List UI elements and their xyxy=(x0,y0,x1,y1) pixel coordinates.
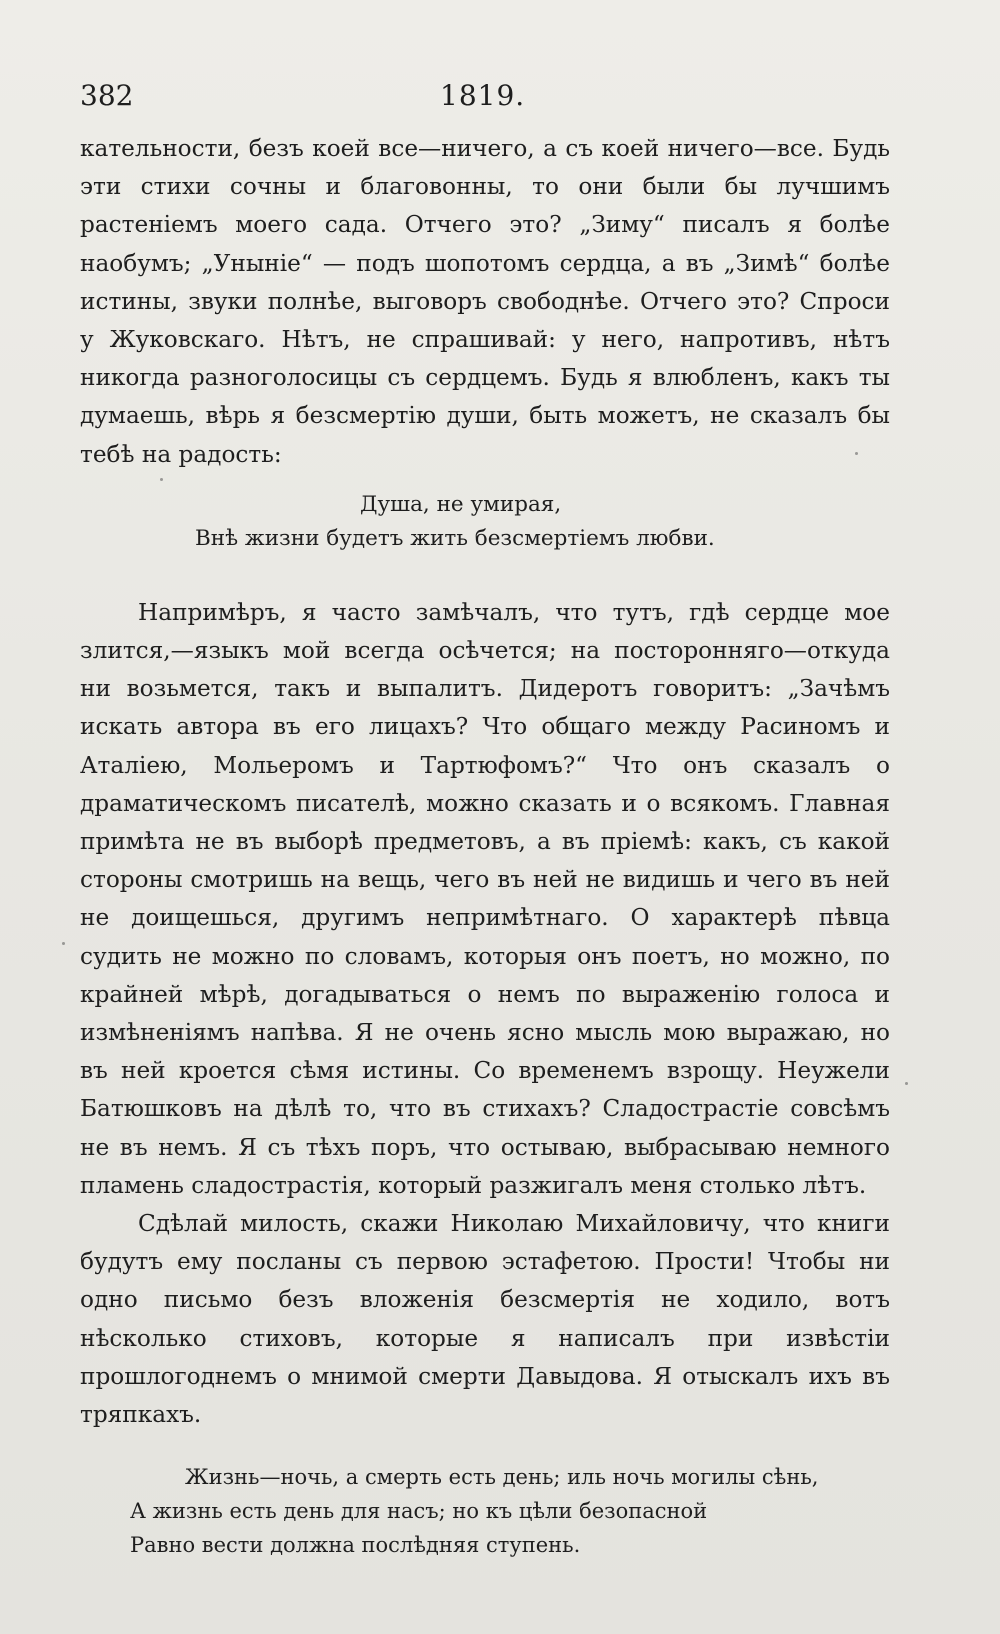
paper-speck xyxy=(905,1082,908,1085)
verse-line: А жизнь есть день для насъ; но къ цѣли безопасной xyxy=(130,1499,708,1524)
verse-quote-2 xyxy=(80,1460,890,1562)
running-head-year: 1819. xyxy=(440,79,526,112)
paragraph-gap xyxy=(80,574,890,594)
paragraph-3: Сдѣлай милость, скажи Николаю Михайловичу, что книги будутъ ему посланы съ первою эстафетою. Прости! Чтобы ни одно письмо безъ вложенія безсмертія не ходило, вотъ нѣсколько стиховъ, которые я написалъ при извѣстіи прошлогоднемъ о мнимой смерти Давыдова. Я отыскалъ ихъ въ тряпкахъ. xyxy=(80,1210,890,1429)
page-body xyxy=(80,130,890,1562)
paper-speck xyxy=(855,452,858,455)
paragraph-1: кательности, безъ коей все—ничего, а съ коей ничего—все. Будь эти стихи сочны и благовонны, то они были бы лучшимъ растеніемъ моего сада. Отчего это? „Зиму“ писалъ я болѣе наобумъ; „Уныніе“ — подъ шопотомъ сердца, а въ „Зимѣ“ болѣе истины, звуки полнѣе, выговоръ свободнѣе. Отчего это? Спроси у Жуковскаго. Нѣтъ, не спрашивай: у него, напротивъ, нѣтъ никогда разноголосицы съ сердцемъ. Будь я влюбленъ, какъ ты думаешь, вѣрь я безсмертію души, быть можетъ, не сказалъ бы тебѣ на радость: xyxy=(80,135,890,468)
verse-line: Внѣ жизни будетъ жить безсмертіемъ любви. xyxy=(195,525,715,551)
page-number: 382 xyxy=(80,79,134,112)
paper-speck xyxy=(160,478,163,481)
verse-line: Жизнь—ночь, а смерть есть день; иль ночь могилы сѣнь, xyxy=(185,1465,819,1490)
verse-quote-1 xyxy=(80,488,890,556)
verse-line: Равно вести должна послѣдняя ступень. xyxy=(130,1533,581,1558)
verse-line: Душа, не умирая, xyxy=(360,491,562,517)
page-header xyxy=(80,78,890,130)
paragraph-2: Напримѣръ, я часто замѣчалъ, что тутъ, гдѣ сердце мое злится,—языкъ мой всегда осѣчется; на посторонняго—откуда ни возьмется, такъ и выпалитъ. Дидеротъ говоритъ: „Зачѣмъ искать автора въ его лицахъ? Что общаго между Расиномъ и Аталіею, Мольеромъ и Тартюфомъ?“ Что онъ сказалъ о драматическомъ писателѣ, можно сказать и о всякомъ. Главная примѣта не въ выборѣ предметовъ, а въ пріемѣ: какъ, съ какой стороны смотришь на вещь, чего въ ней не видишь и чего въ ней не доищешься, другимъ непримѣтнаго. О характерѣ пѣвца судить не можно по словамъ, которыя онъ поетъ, но можно, по крайней мѣрѣ, догадываться о немъ по выраженію голоса и измѣненіямъ напѣва. Я не очень ясно мысль мою выражаю, но въ ней кроется сѣмя истины. Со временемъ взрощу. Неужели Батюшковъ на дѣлѣ то, что въ стихахъ? Сладострастіе совсѣмъ не въ немъ. Я съ тѣхъ поръ, что остываю, выбрасываю немного пламень сладострастія, который разжигалъ меня столько лѣтъ. xyxy=(80,598,890,1199)
paper-speck xyxy=(62,942,65,945)
